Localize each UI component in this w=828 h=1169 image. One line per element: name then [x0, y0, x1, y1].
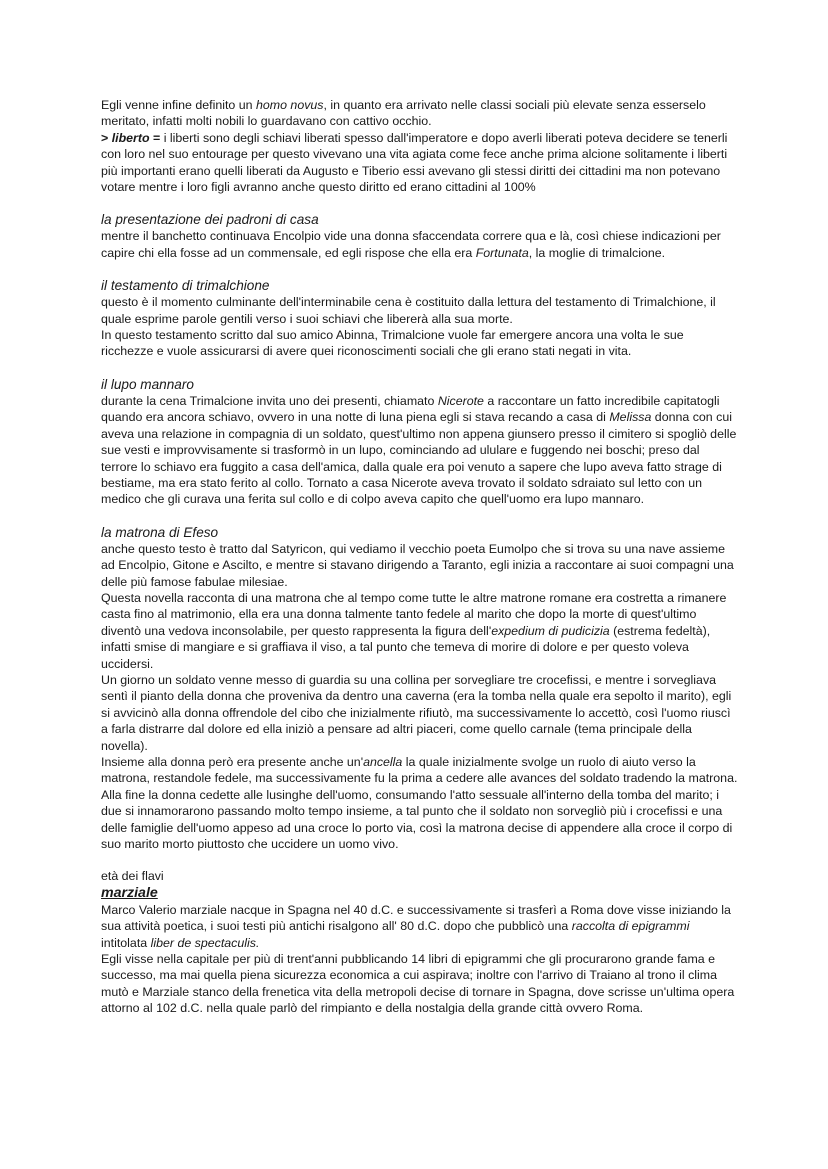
intro-text-cont: , in quanto era arrivato nelle classi sociali più elevate senza esserselo meritato, infatti molti nobili lo guardavano con cattivo occhio.	[101, 98, 706, 129]
ancella-term: ancella	[363, 755, 403, 769]
section-title-matrona: la matrona di Efeso	[101, 524, 219, 540]
raccolta-term: raccolta di epigrammi	[571, 919, 690, 934]
lupo-text-cont: a raccontare un fatto incredibile capitatogli quando era ancora schiavo, ovvero in una notte di luna piena egli si stava recando a casa di	[101, 393, 720, 425]
liberto-definition	[101, 130, 738, 196]
lupo-text: durante la cena Trimalcione invita uno dei presenti, chiamato	[101, 393, 438, 408]
padroni-text-cont: , la moglie di trimalcione.	[528, 245, 666, 260]
marziale-p1-text-cont: intitolata	[101, 935, 151, 950]
intro-paragraph	[101, 97, 738, 130]
padroni-text: mentre il banchetto continuava Encolpio vide una donna sfaccendata correre qua e là, così chiese indicazioni per capire chi ella fosse ad un commensale, ed egli rispose che ella era	[101, 229, 721, 260]
liberto-term: liberto	[111, 130, 150, 145]
lupo-text-end: donna con cui aveva una relazione in compagnia di un soldato, quest'ultimo non appena giunsero presso il cimitero si spogliò delle sue vesti e improvvisamente si trasformò in un lupo, cominciando ad ululare e fuggendo nei boschi; preso dal terrore lo schiavo era fuggito a casa dell'amica, dalla quale era poi venuto a sapere che lupo aveva fatto strage di bestiame, ma era stato ferito al collo. Tornato a casa Nicerote aveva trovato il soldato sdraiato sul letto con un medico che gli curava una ferita sul collo e di colpo aveva capito che quell'uomo era lupo mannaro.	[101, 410, 737, 507]
testamento-paragraph-1: questo è il momento culminante dell'interminabile cena è costituito dalla lettura del testamento di Trimalchione, il quale esprime parole gentili verso i suoi schiavi che libererà alla sua morte.	[101, 295, 716, 326]
homo-novus-term: homo novus	[256, 98, 324, 112]
matrona-p2-text-cont: (estrema fedeltà), infatti smise di mangiare e si graffiava il viso, a tal punto che temeva di morire di dolore e per questo voleva uccidersi.	[101, 623, 711, 671]
liber-term: liber de spectaculis.	[150, 935, 260, 950]
section-title-lupo: il lupo mannaro	[101, 376, 194, 392]
arrow-marker: >	[101, 130, 112, 145]
marziale-paragraph-1	[101, 902, 738, 951]
marziale-p1-text: Marco Valerio marziale nacque in Spagna nel 40 d.C. e successivamente si trasferì a Roma dove visse iniziando la sua attività poetica, i suoi testi più antichi risalgono all' 80 d.C. dopo che pubblicò una	[101, 902, 731, 934]
fortunata-term: Fortunata	[475, 245, 529, 260]
matrona-p4-text-cont: la quale inizialmente svolge un ruolo di aiuto verso la matrona, restandole fedele, ma successivamente fu la prima a cedere alle avances del soldato tradendo la matrona.	[101, 755, 738, 786]
matrona-p4-text: Insieme alla donna però era presente anche un'	[101, 755, 364, 769]
author-heading-marziale: marziale	[101, 884, 158, 901]
matrona-p2-text: Questa novella racconta di una matrona che al tempo come tutte le altre matrone romane era costretta a rimanere casta fino al matrimonio, ella era una donna talmente tanto fedele al marito che dopo la morte di quest'ultimo diventò una vedova inconsolabile, per questo rappresenta la figura dell'	[101, 590, 727, 638]
era-label: età dei flavi	[101, 869, 164, 884]
padroni-paragraph	[101, 228, 738, 261]
matrona-paragraph-3: Un giorno un soldato venne messo di guardia su una collina per sorvegliare tre crocefissi, e mentre i sorvegliava sentì il pianto della donna che proveniva da dentro una caverna (era la tomba nella quale era sepolto il marito), egli si avvicinò alla donna offrendole del cibo che inizialmente rifiutò, ma successivamente lo accettò, così l'uomo riuscì a farla distrarre dal dolore ed ella iniziò a pensare ad altri piaceri, come quello carnale (tema principale della novella).	[101, 672, 732, 753]
matrona-paragraph-5: Alla fine la donna cedette alle lusinghe dell'uomo, consumando l'atto sessuale all'interno della tomba del marito; i due si innamorarono passando molto tempo insieme, a tal punto che il soldato non sorvegliò più i crocefissi e una delle famiglie dell'uomo appeso ad una croce lo porto via, così la matrona decise di appendere alla croce il corpo di suo marito morto piuttosto che uccidere un uomo vivo.	[101, 787, 733, 852]
section-title-padroni: la presentazione dei padroni di casa	[101, 212, 319, 228]
nicerote-term: Nicerote	[437, 393, 484, 408]
intro-text: Egli venne infine definito un	[101, 98, 256, 112]
marziale-paragraph-2: Egli visse nella capitale per più di trent'anni pubblicando 14 libri di epigrammi che gli procurarono grande fama e successo, ma mai quella piena sicurezza economica a cui aspirava; inoltre con l'arrivo di Traiano al trono il clima mutò e Marziale stanco della frenetica vita della metropoli decise di tornare in Spagna, dove scrisse un'ultima opera attorno al 102 d.C. nella quale parlò del rimpianto e della nostalgia della grande città ovvero Roma.	[101, 952, 735, 1016]
equals-marker: =	[149, 130, 161, 145]
expedium-term: expedium di pudicizia	[491, 623, 610, 638]
liberto-text: i liberti sono degli schiavi liberati spesso dall'imperatore e dopo averli liberati poteva decidere se tenerli con loro nel suo entourage per questo vivevano una vita agiata come fece anche prima alcione solitamente i liberti più importanti erano quelli liberati da Augusto e Tiberio essi avevano gli stessi diritti dei cittadini ma non potevano votare mentre i loro figli avranno anche questo diritto ed erano cittadini al 100%	[101, 130, 728, 195]
matrona-paragraph-1: anche questo testo è tratto dal Satyricon, qui vediamo il vecchio poeta Eumolpo che si trova su una nave assieme ad Encolpio, Gitone e Ascilto, e mentre si stavano dirigendo a Taranto, egli inizia a raccontare ai suoi compagni una delle più famose fabulae milesiae.	[101, 541, 734, 589]
matrona-paragraph-2	[101, 590, 738, 672]
testamento-paragraph-2: In questo testamento scritto dal suo amico Abinna, Trimalcione vuole far emergere ancora una volta le sue ricchezze e vuole assicurarsi di avere quei riconoscimenti sociali che gli erano stati negati in vita.	[101, 328, 684, 359]
section-title-testamento: il testamento di trimalchione	[101, 278, 270, 294]
melissa-term: Melissa	[609, 410, 652, 425]
matrona-paragraph-4	[101, 754, 738, 787]
lupo-paragraph	[101, 393, 738, 508]
